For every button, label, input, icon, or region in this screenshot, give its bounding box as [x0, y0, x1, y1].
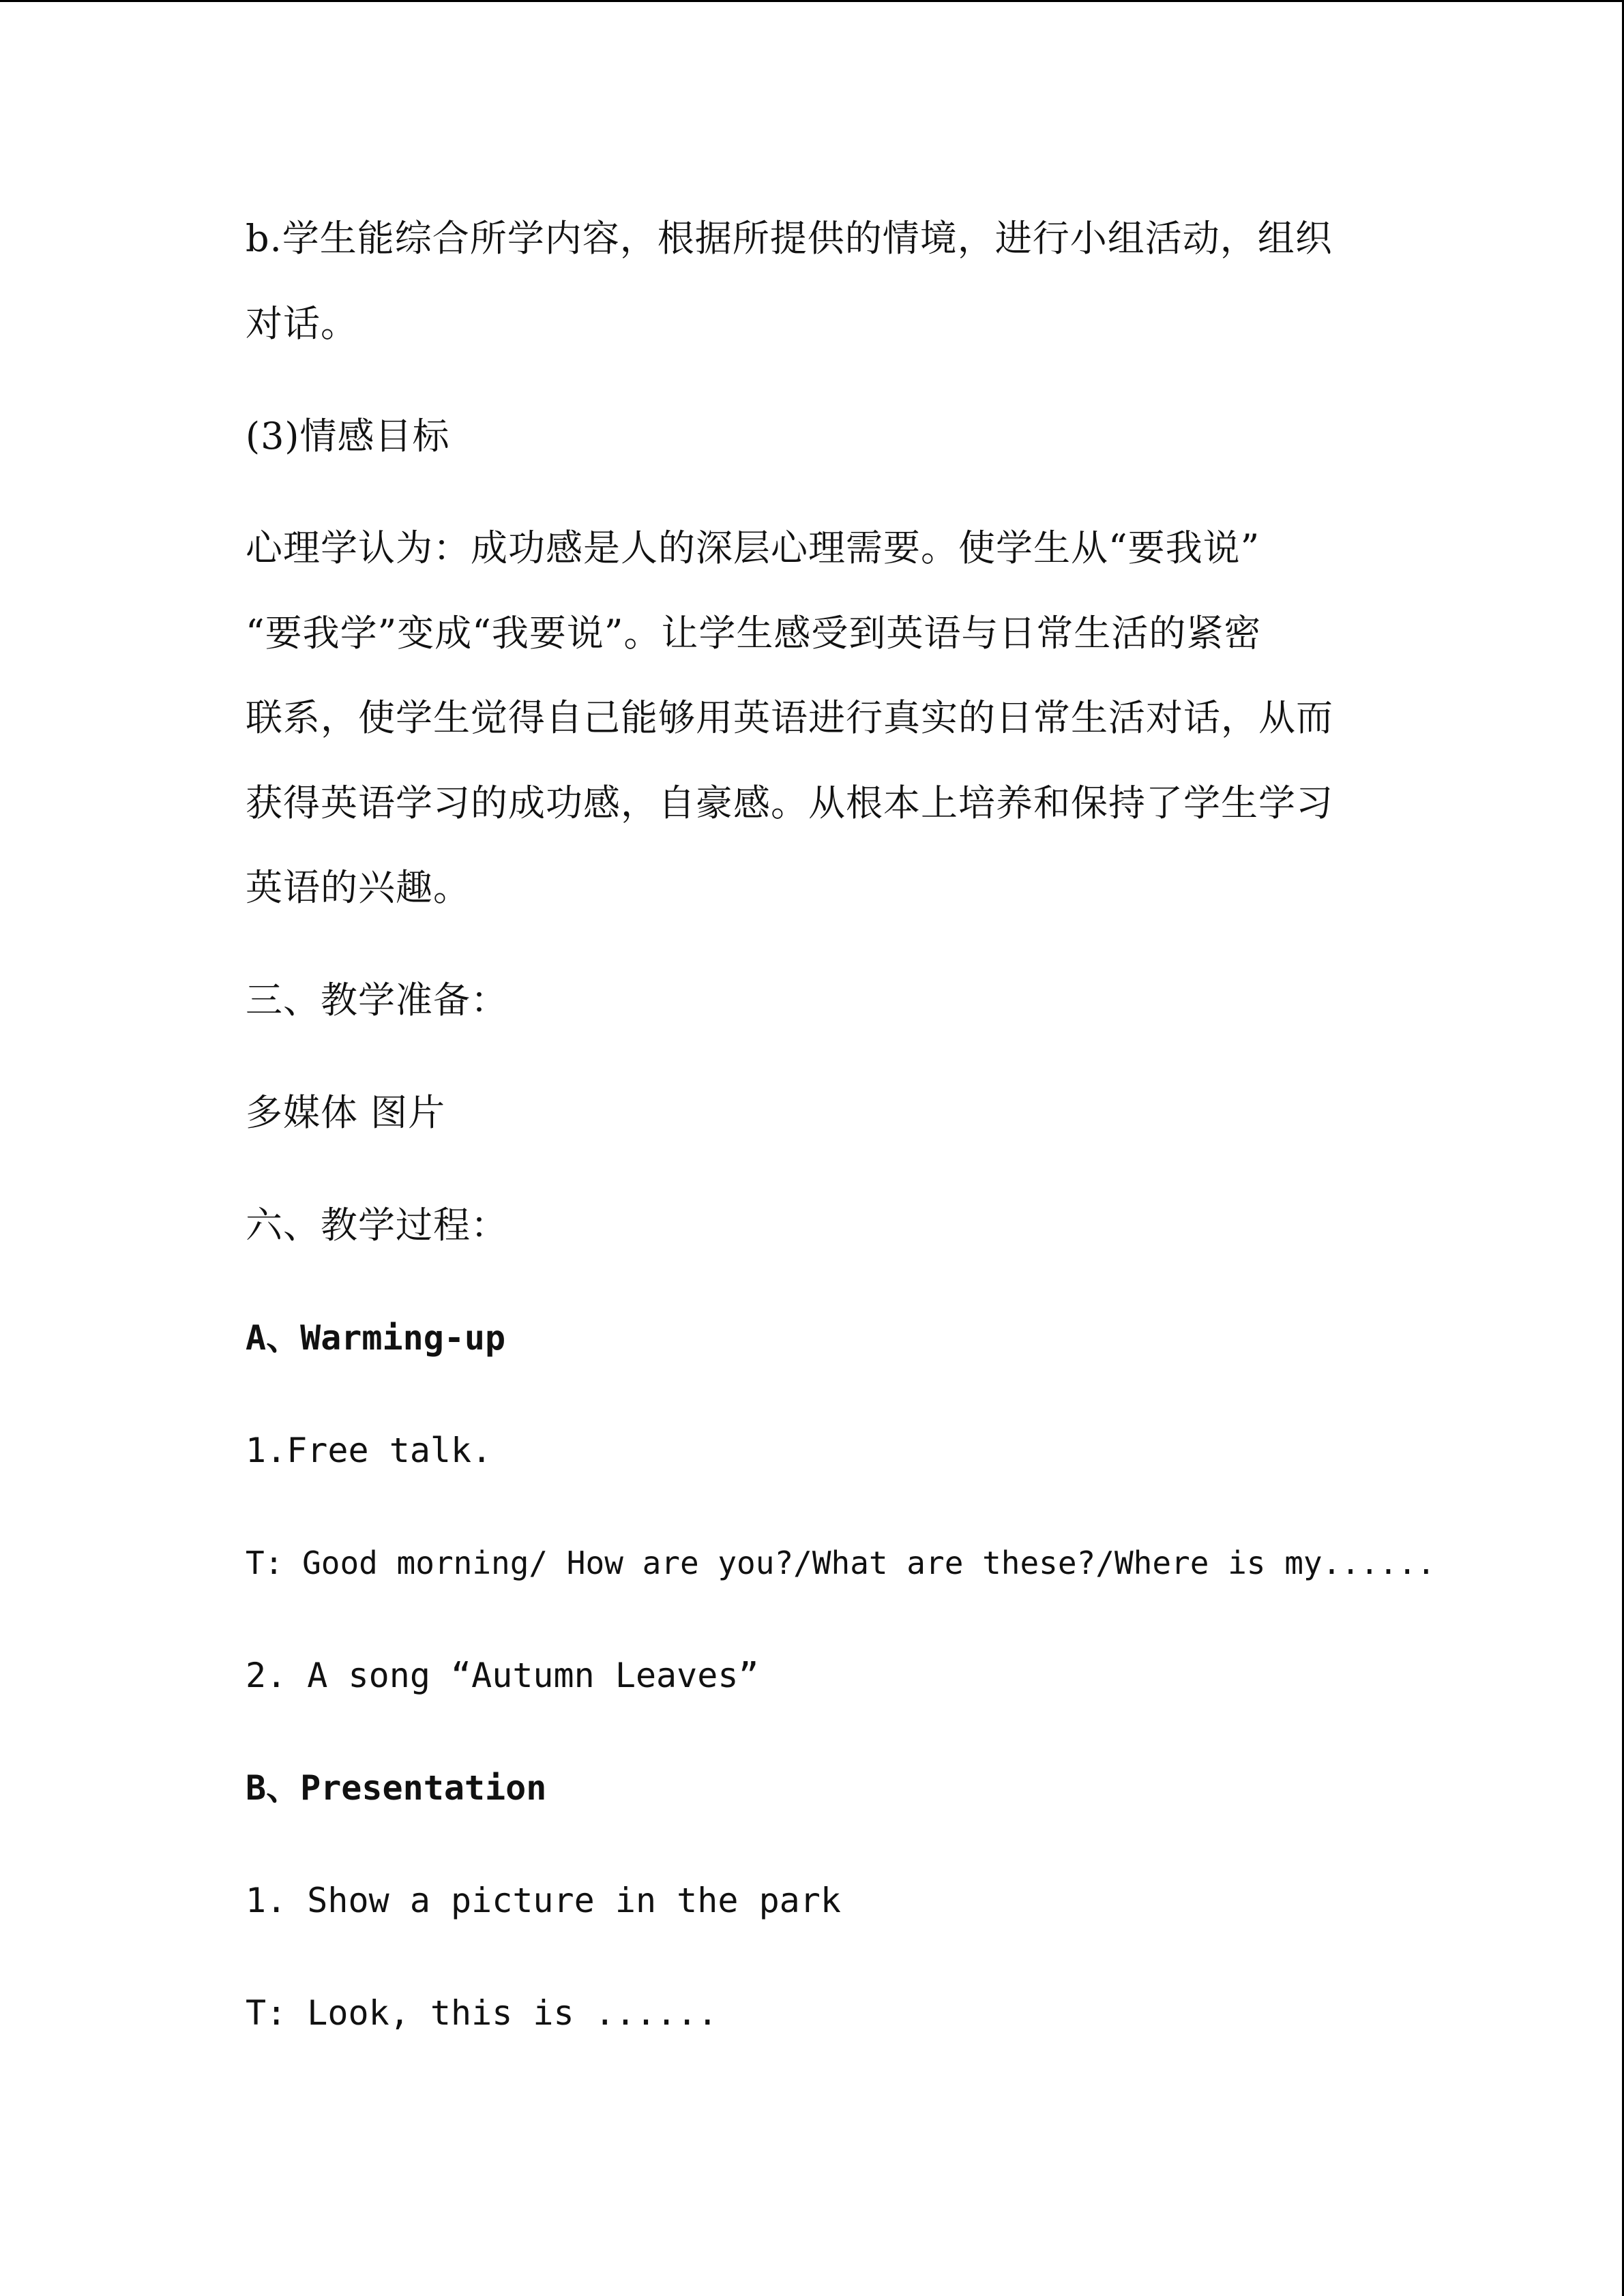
section-heading-emotional-goal: (3)情感目标 [246, 415, 450, 458]
paragraph-line-3: 联系，使学生觉得自己能够用英语进行真实的日常生活对话，从而 [246, 696, 1333, 739]
objective-b-line-2: 对话。 [246, 302, 358, 345]
free-talk-line: 1.Free talk. [246, 1431, 492, 1470]
paragraph-line-2: “要我学”变成“我要说”。让学生感受到英语与日常生活的紧密 [246, 612, 1262, 655]
step-a-heading: A、Warming-up [246, 1318, 506, 1358]
paragraph-line-4: 获得英语学习的成功感，自豪感。从根本上培养和保持了学生学习 [246, 781, 1333, 824]
song-line: 2. A song “Autumn Leaves” [246, 1656, 759, 1695]
paragraph-line-1: 心理学认为：成功感是人的深层心理需要。使学生从“要我说” [246, 526, 1260, 569]
paragraph-line-5: 英语的兴趣。 [246, 866, 471, 909]
teacher-greeting-line: T: Good morning/ How are you?/What are these?/Where is my...... [246, 1545, 1436, 1581]
preparation-items: 多媒体 图片 [246, 1091, 446, 1134]
show-picture-line: 1. Show a picture in the park [246, 1881, 841, 1920]
objective-b-line-1: b.学生能综合所学内容，根据所提供的情境，进行小组活动，组织 [246, 217, 1333, 260]
page-top-border [0, 0, 1624, 2]
section-heading-process: 六、教学过程： [246, 1204, 508, 1247]
step-b-heading: B、Presentation [246, 1768, 547, 1808]
teacher-look-line: T: Look, this is ...... [246, 1993, 718, 2033]
section-heading-preparation: 三、教学准备： [246, 979, 508, 1022]
